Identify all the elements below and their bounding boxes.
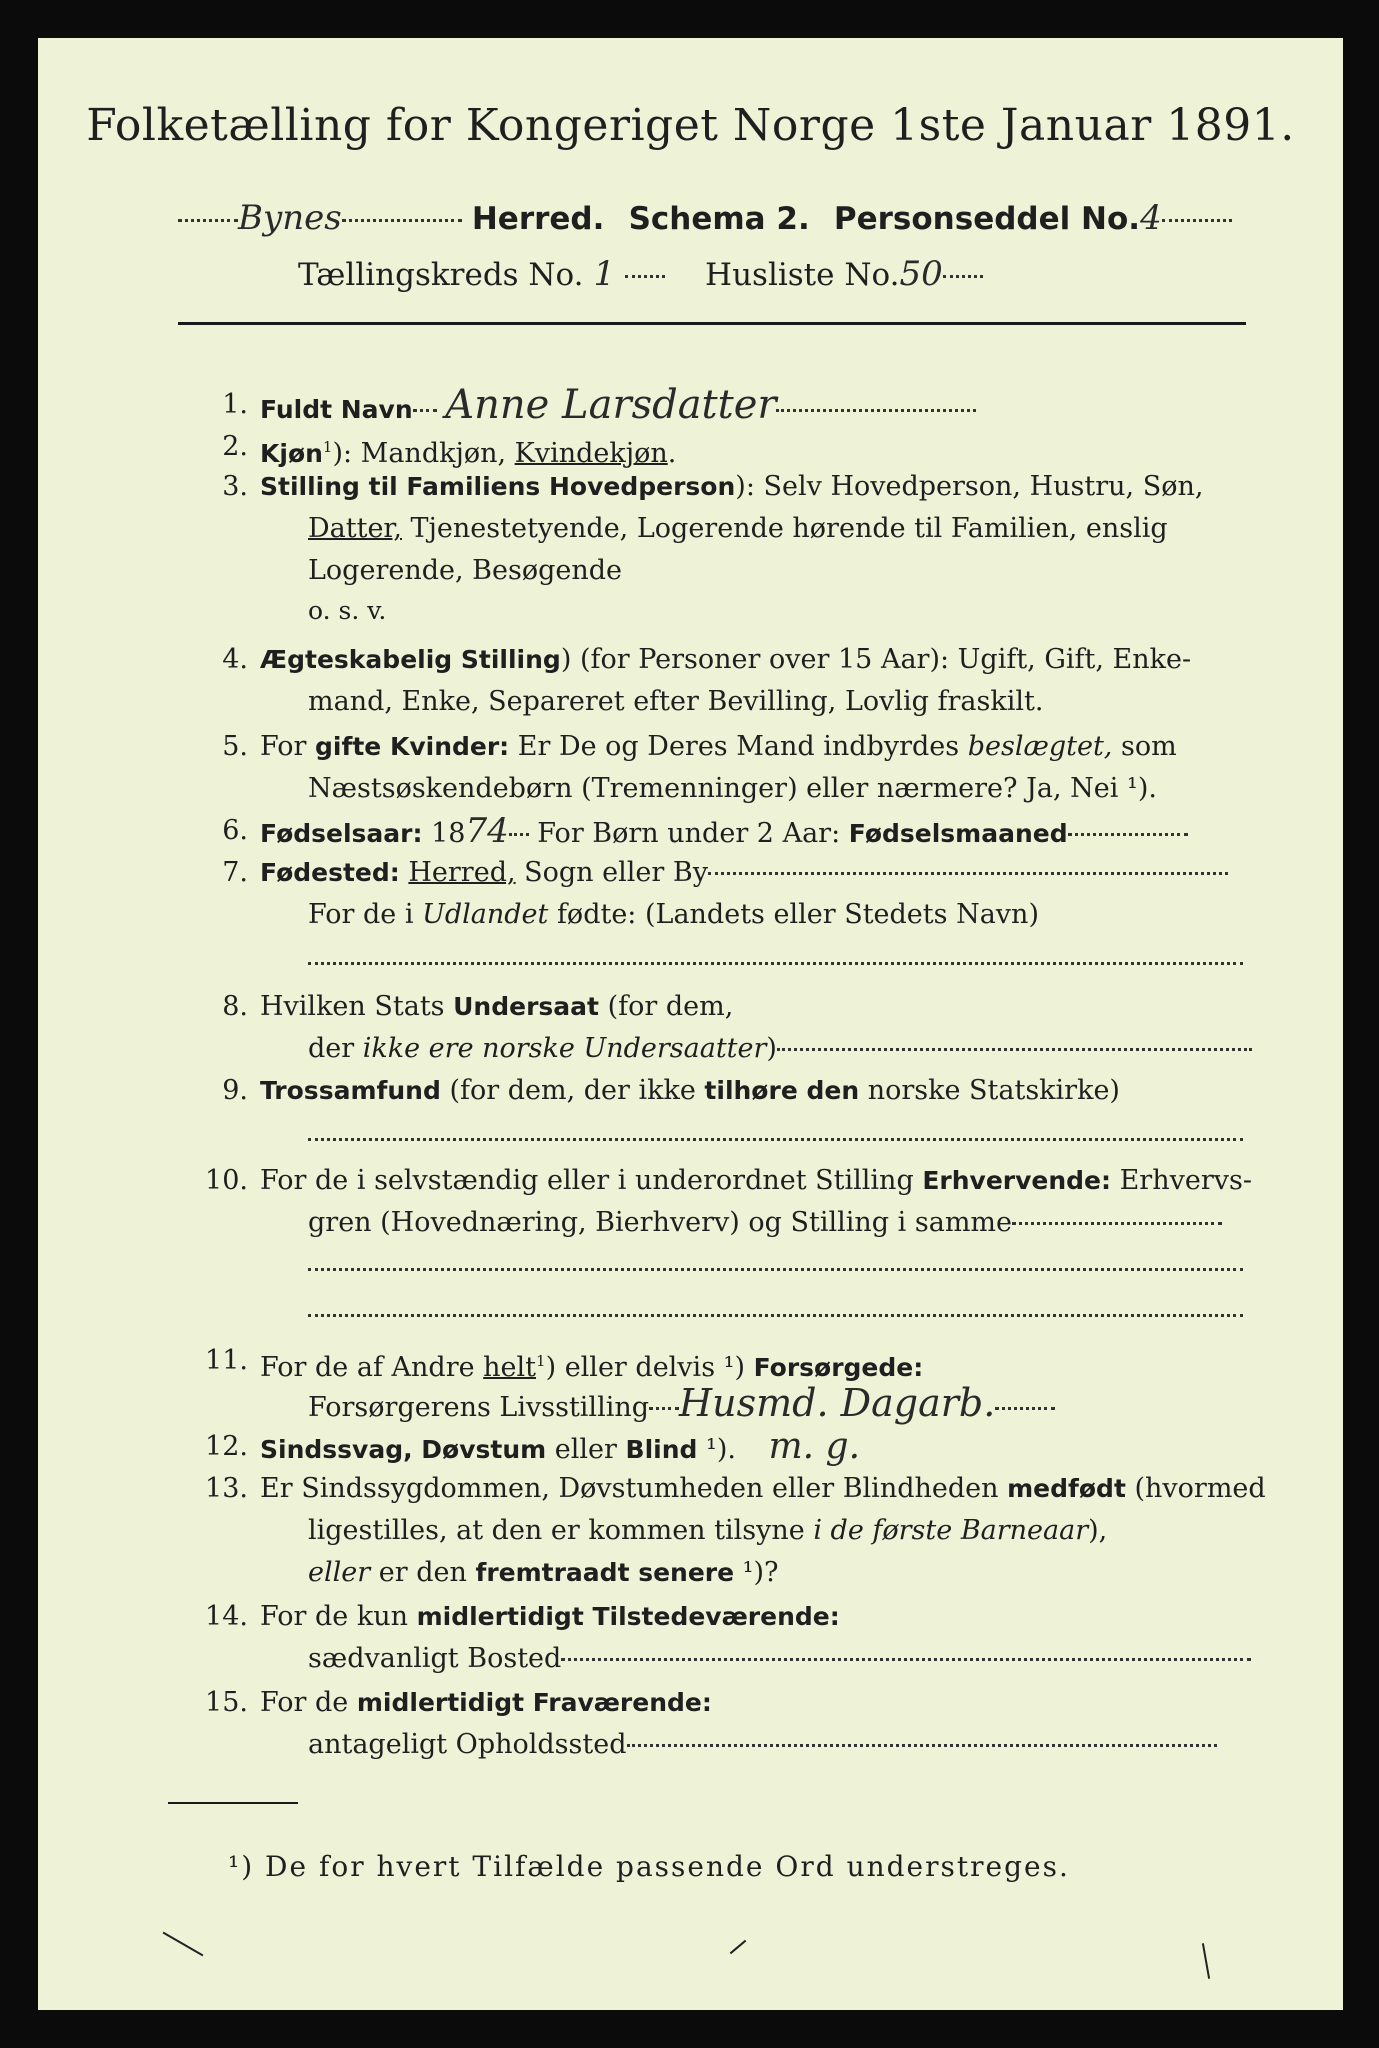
q7-label: Fødested: — [260, 858, 400, 887]
q13-line1 — [260, 1472, 1266, 1506]
husliste-value: 50 — [899, 254, 943, 294]
q11-label: Forsørgede: — [753, 1353, 924, 1382]
q13-text-a: Er Sindssygdommen, Døvstumheden eller Blindheden — [260, 1473, 1008, 1504]
q10-line2-text: gren (Hovednæring, Bierhverv) og Stilling i samme — [308, 1207, 1013, 1238]
q4-line2: mand, Enke, Separeret efter Bevilling, Lovlig fraskilt. — [308, 686, 1044, 717]
q11-line2 — [308, 1381, 1055, 1425]
q15-line2-text: antageligt Opholdssted — [308, 1729, 627, 1760]
q5-num: 5. — [222, 731, 248, 762]
q7-underlined: Herred, — [408, 857, 516, 888]
q13-line2-b: ), — [1088, 1515, 1108, 1546]
q7-blank-line — [308, 946, 1243, 980]
q7-line2-a: For de i — [308, 899, 423, 930]
q10-label: Erhvervende: — [922, 1166, 1112, 1195]
q3-line2-text: Tjenestetyende, Logerende hørende til Familien, enslig — [401, 513, 1168, 544]
q6-line — [260, 811, 1188, 851]
q4-line1-text: ) (for Personer over 15 Aar): Ugift, Gift, Enke- — [560, 644, 1192, 675]
q14-label: midlertidigt Tilstedeværende: — [416, 1602, 840, 1631]
q2-end: . — [667, 438, 677, 469]
q2-line — [260, 430, 676, 471]
q3-line2 — [308, 512, 1168, 546]
q3-line4: o. s. v. — [308, 596, 387, 625]
q15-num: 15. — [205, 1687, 248, 1718]
q9-text-a: (for dem, der ikke — [440, 1075, 705, 1106]
q2-label: Kjøn — [260, 439, 323, 468]
schema-label: Schema 2. — [628, 201, 810, 237]
q15-line1 — [260, 1686, 712, 1720]
q5-label: gifte Kvinder: — [315, 732, 510, 761]
kreds-value: 1 — [593, 254, 616, 294]
q13-line3-b: ¹)? — [734, 1557, 779, 1588]
q11-num: 11. — [205, 1345, 248, 1376]
q9-text-b: norske Statskirke) — [859, 1075, 1120, 1106]
q11-line1 — [260, 1344, 923, 1385]
q11-text-a: For de af Andre — [260, 1352, 484, 1383]
q13-line3-bold: fremtraadt senere — [475, 1558, 735, 1587]
q10-text-b: Erhvervs- — [1111, 1165, 1252, 1196]
q8-line2-italic: ikke ere norske Undersaatter — [362, 1033, 767, 1064]
q10-line1 — [260, 1164, 1252, 1198]
q4-num: 4. — [222, 644, 248, 675]
q11-line2-text: Forsørgerens Livsstilling — [308, 1392, 650, 1423]
q12-text-b: ¹). — [697, 1434, 736, 1465]
q10-line2 — [308, 1206, 1222, 1240]
herred-value: Bynes — [238, 198, 342, 238]
q11-value: Husmd. Dagarb. — [679, 1381, 996, 1425]
q2-num: 2. — [222, 431, 248, 462]
q11-underlined: helt — [483, 1352, 537, 1383]
q9-line — [260, 1074, 1120, 1108]
q8-line2 — [308, 1032, 1252, 1066]
q12-num: 12. — [205, 1431, 248, 1462]
kreds-label: Tællingskreds No. — [298, 257, 584, 293]
q2-text: ): Mandkjøn, — [332, 438, 515, 469]
q1-value: Anne Larsdatter — [445, 382, 777, 428]
pencil-mark-left — [163, 1932, 204, 1957]
q12-bold2: Blind — [625, 1435, 698, 1464]
q15-label: midlertidigt Fraværende: — [356, 1688, 712, 1717]
q3-label: Stilling til Familiens Hovedperson — [260, 472, 736, 501]
q15-line2 — [308, 1728, 1217, 1762]
personseddel-value: 4 — [1140, 198, 1162, 238]
q11-sup: 1 — [536, 1352, 546, 1370]
q14-line2 — [308, 1642, 1251, 1676]
q9-blank-line — [308, 1122, 1243, 1156]
q6-label: Fødselsaar: — [260, 819, 423, 848]
q13-text-b: (hvormed — [1125, 1473, 1266, 1504]
q5-line2: Næstsøskendebørn (Tremenninger) eller nærmere? Ja, Nei ¹). — [308, 773, 1157, 804]
q6-year-value: 74 — [465, 811, 509, 851]
q9-label: Trossamfund — [260, 1076, 441, 1105]
q12-label: Sindssvag, Døvstum — [260, 1435, 547, 1464]
q1-label: Fuldt Navn — [260, 395, 413, 424]
q4-line1 — [260, 643, 1191, 677]
q14-num: 14. — [205, 1601, 248, 1632]
q13-label: medfødt — [1007, 1474, 1126, 1503]
q8-line1-rest: (for dem, — [598, 991, 734, 1022]
q13-line2 — [308, 1514, 1107, 1548]
q3-line1 — [260, 470, 1203, 504]
q11-text-b: ) eller delvis ¹) — [545, 1352, 754, 1383]
q14-line1 — [260, 1600, 840, 1634]
q6-num: 6. — [222, 815, 248, 846]
census-form — [38, 38, 1343, 2010]
q13-line2-a: ligestilles, at den er kommen tilsyne — [308, 1515, 814, 1546]
q12-text-a: eller — [546, 1434, 626, 1465]
q8-line1 — [260, 990, 733, 1024]
q3-line3: Logerende, Besøgende — [308, 555, 622, 586]
q8-line2-b: ) — [766, 1033, 777, 1064]
q6-year-prefix: 18 — [422, 818, 466, 849]
q5-text: For — [260, 731, 316, 762]
q6-mid-text: For Børn under 2 Aar: — [528, 818, 849, 849]
q6-label2: Fødselsmaaned — [848, 819, 1068, 848]
form-title: Folketælling for Kongeriget Norge 1ste Januar 1891. — [86, 100, 1295, 151]
q7-line2 — [308, 898, 1039, 932]
q1-line — [260, 382, 976, 428]
q10-text-a: For de i selvstændig eller i underordnet Stilling — [260, 1165, 923, 1196]
q5-line1-end: som — [1112, 731, 1177, 762]
q15-text-a: For de — [260, 1687, 357, 1718]
q7-line1 — [260, 856, 1228, 890]
personseddel-label: Personseddel No. — [833, 201, 1141, 237]
q8-num: 8. — [222, 991, 248, 1022]
q2-underlined: Kvindekjøn — [514, 438, 668, 469]
q7-line2-italic: Udlandet — [422, 899, 549, 930]
q13-line3 — [308, 1556, 779, 1590]
q2-sup: 1 — [322, 438, 333, 456]
header-rule — [178, 322, 1246, 325]
q7-line2-b: fødte: (Landets eller Stedets Navn) — [548, 899, 1039, 930]
q1-num: 1. — [222, 389, 248, 420]
herred-label: Herred. — [471, 201, 605, 237]
q7-num: 7. — [222, 857, 248, 888]
q5-line1-text: Er De og Deres Mand indbyrdes — [509, 731, 968, 762]
footnote-rule — [168, 1802, 298, 1804]
q12-value: m. g. — [768, 1426, 861, 1467]
q10-blank-line1 — [308, 1252, 1243, 1286]
q8-label: Undersaat — [453, 992, 599, 1021]
q14-line2-text: sædvanligt Bosted — [308, 1643, 562, 1674]
kreds-line — [298, 254, 983, 295]
q13-line3-italic: eller — [308, 1557, 371, 1588]
q12-line — [260, 1426, 861, 1467]
q13-line2-italic: i de første Barneaar — [813, 1515, 1089, 1546]
q9-bold2: tilhøre den — [704, 1076, 860, 1105]
q10-blank-line2 — [308, 1298, 1243, 1332]
q10-num: 10. — [205, 1165, 248, 1196]
q3-underlined: Datter, — [308, 513, 402, 544]
q13-line3-a: er den — [370, 1557, 476, 1588]
q5-italic: beslægtet, — [967, 731, 1113, 762]
q7-rest: Sogn eller By — [515, 857, 708, 888]
q13-num: 13. — [205, 1473, 248, 1504]
q3-line1-text: ): Selv Hovedperson, Hustru, Søn, — [735, 471, 1204, 502]
footnote: ¹) De for hvert Tilfælde passende Ord understreges. — [228, 1850, 1070, 1883]
q9-num: 9. — [222, 1075, 248, 1106]
q3-num: 3. — [222, 471, 248, 502]
herred-line — [178, 198, 1232, 239]
pencil-mark-right — [1202, 1943, 1210, 1979]
pencil-mark-center — [730, 1940, 747, 1954]
q4-label: Ægteskabelig Stilling — [260, 645, 561, 674]
husliste-label: Husliste No. — [705, 257, 900, 293]
q5-line1 — [260, 730, 1177, 764]
q8-text: Hvilken Stats — [260, 991, 454, 1022]
q14-text-a: For de kun — [260, 1601, 417, 1632]
q8-line2-a: der — [308, 1033, 363, 1064]
